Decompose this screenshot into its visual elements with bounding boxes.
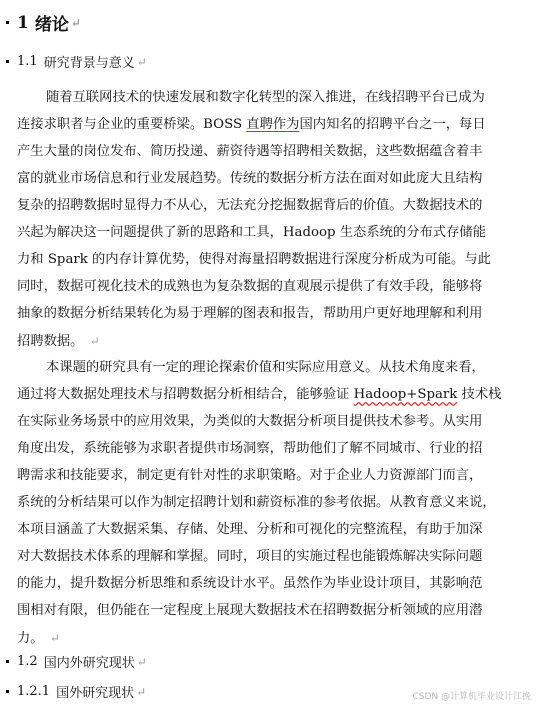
text-span: 招聘数据。 <box>17 334 84 349</box>
text-line: 产生大量的岗位发布、简历投递、薪资待遇等招聘相关数据，这些数据蕴含着丰 <box>17 144 483 159</box>
heading-title: 国外研究现状 <box>56 686 135 701</box>
text-line: 角度出发，系统能够为求职者提供市场洞察，帮助他们了解不同城市、行业的招 <box>17 441 483 456</box>
text-line: 围相对有限，但仍能在一定程度上展现大数据技术在招聘数据分析领域的应用潜 <box>17 603 483 618</box>
text-line: 同时，数据可视化技术的成熟也为复杂数据的直观展示提供了有效手段，能够将 <box>17 279 483 294</box>
bullet-marker <box>6 660 9 663</box>
text-line: 复杂的招聘数据时显得力不从心，无法充分挖掘数据背后的价值。大数据技术的 <box>17 198 483 213</box>
text-line <box>17 383 501 407</box>
bullet-marker <box>6 60 9 63</box>
paragraph-mark: ↵ <box>136 54 147 69</box>
text-line <box>17 329 100 353</box>
heading-2-background <box>6 52 147 71</box>
heading-1 <box>6 10 81 35</box>
heading-title: 国内外研究现状 <box>43 656 135 671</box>
text-line: 的能力，提升数据分析思维和系统设计水平。虽然作为毕业设计项目，其影响范 <box>17 576 483 591</box>
bullet-marker <box>6 21 9 24</box>
underlined-text: 直聘作为 <box>246 117 300 132</box>
heading-number: 1.1 <box>17 54 38 69</box>
text-span: 通过将大数据处理技术与招聘数据分析相结合，能够验证 <box>17 387 350 402</box>
text-line <box>17 113 486 137</box>
paragraph-mark: ↵ <box>136 684 147 699</box>
text-span: 连接求职者与企业的重要桥梁。BOSS <box>17 117 243 132</box>
paragraph-mark: ↵ <box>89 334 100 348</box>
text-line: 系统的分析结果可以作为制定招聘计划和薪资标准的参考依据。从教育意义来说， <box>17 495 496 510</box>
spellcheck-underlined-text: Hadoop+Spark <box>353 387 458 402</box>
text-line: 在实际业务场景中的应用效果，为类似的大数据分析项目提供技术参考。从实用 <box>17 414 483 429</box>
text-line <box>17 626 60 650</box>
text-line: 本项目涵盖了大数据采集、存储、处理、分析和可视化的完整流程，有助于加深 <box>17 522 483 537</box>
text-line: 富的就业市场信息和行业发展趋势。传统的数据分析方法在面对如此庞大且结构 <box>17 171 483 186</box>
text-line: 兴起为解决这一问题提供了新的思路和工具，Hadoop 生态系统的分布式存储能 <box>17 225 486 240</box>
paragraph-mark: ↵ <box>70 15 81 30</box>
heading-title: 研究背景与意义 <box>43 56 135 71</box>
text-span: 力。 <box>17 631 44 646</box>
heading-number: 1.2 <box>17 654 38 669</box>
heading-3-foreign-status <box>6 682 146 701</box>
text-span: 技术栈 <box>457 387 502 402</box>
text-line: 随着互联网技术的快速发展和数字化转型的深入推进，在线招聘平台已成为 <box>46 90 485 105</box>
paragraph-mark: ↵ <box>49 631 60 645</box>
text-span: 国内知名的招聘平台之一，每日 <box>299 117 486 132</box>
paragraph-mark: ↵ <box>136 654 147 669</box>
watermark: CSDN @计算机毕业设计江挽 <box>412 692 531 702</box>
text-line: 对大数据技术体系的理解和掌握。同时，项目的实施过程也能锻炼解决实际问题 <box>17 549 483 564</box>
text-line: 力和 Spark 的内存计算优势，使得对海量招聘数据进行深度分析成为可能。与此 <box>17 252 491 267</box>
heading-number: 1.2.1 <box>17 684 51 699</box>
text-line: 抽象的数据分析结果转化为易于理解的图表和报告，帮助用户更好地理解和利用 <box>17 306 483 321</box>
heading-2-research-status <box>6 652 147 671</box>
heading-number: 1 <box>17 12 29 33</box>
text-line: 本课题的研究具有一定的理论探索价值和实际应用意义。从技术角度来看， <box>46 360 485 375</box>
text-line: 聘需求和技能要求，制定更有针对性的求职策略。对于企业人力资源部门而言， <box>17 468 483 483</box>
bullet-marker <box>6 690 9 693</box>
heading-title: 绪论 <box>34 15 69 35</box>
